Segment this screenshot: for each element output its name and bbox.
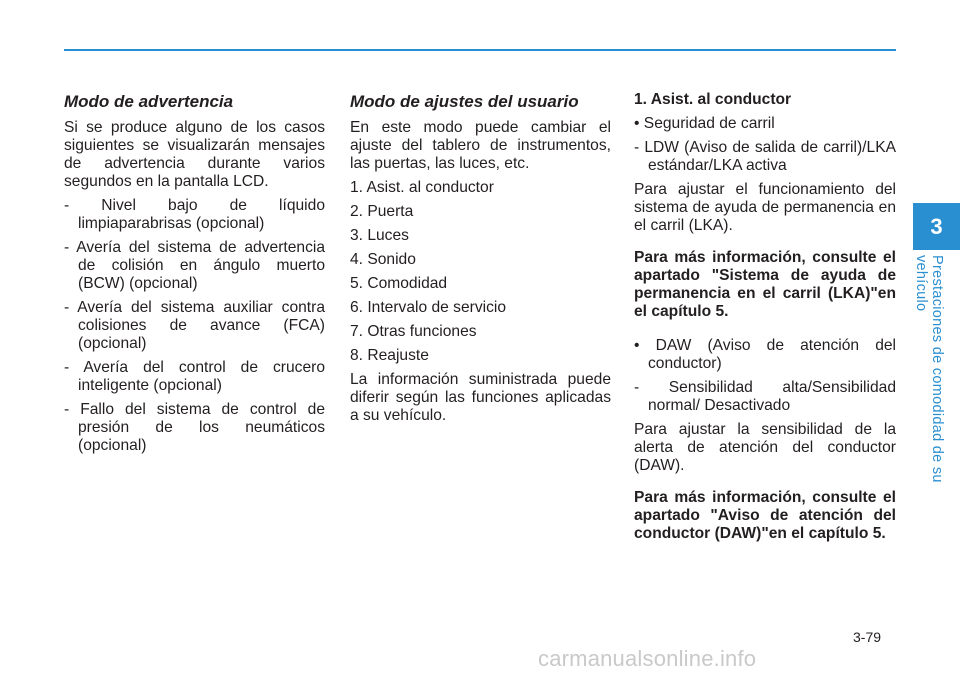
- para-lka: Para ajustar el funcionamiento del sistema de ayuda de permanencia en el carril (LKA).: [634, 181, 896, 234]
- note-daw: Para más información, consulte el apartado "Aviso de atención del conductor (DAW)"en el capítulo 5.: [634, 489, 896, 542]
- warning-item: - Fallo del sistema de control de presión de los neumáticos (opcional): [64, 401, 325, 454]
- settings-intro: En este modo puede cambiar el ajuste del tablero de instrumentos, las puertas, las luces, etc.: [350, 119, 611, 172]
- column-driver-assist: [634, 91, 896, 549]
- settings-item: 3. Luces: [350, 227, 409, 244]
- watermark: carmanualsonline.info: [538, 646, 757, 671]
- dash-ldw-lka: - LDW (Aviso de salida de carril)/LKA estándar/LKA activa: [634, 139, 896, 174]
- settings-item: 1. Asist. al conductor: [350, 179, 494, 196]
- note-lka: Para más información, consulte el apartado "Sistema de ayuda de permanencia en el carril (LKA)"en el capítulo 5.: [634, 249, 896, 320]
- warning-intro: Si se produce alguno de los casos siguientes se visualizarán mensajes de advertencia durante varios segundos en la pantalla LCD.: [64, 119, 325, 190]
- column-warning-mode: [64, 91, 325, 461]
- chapter-tab: 3: [913, 203, 960, 250]
- warning-item: - Nivel bajo de líquido limpiaparabrisas (opcional): [64, 197, 325, 232]
- settings-item: 2. Puerta: [350, 203, 414, 220]
- chapter-title: Prestaciones de comodidad de su vehículo: [913, 255, 945, 483]
- column-user-settings: [350, 91, 611, 431]
- settings-item: 8. Reajuste: [350, 347, 429, 364]
- settings-item: 7. Otras funciones: [350, 323, 477, 340]
- warning-item: - Avería del sistema auxiliar contra colisiones de avance (FCA) (opcional): [64, 299, 325, 352]
- dash-sensitivity: - Sensibilidad alta/Sensibilidad normal/ Desactivado: [634, 379, 896, 414]
- para-daw: Para ajustar la sensibilidad de la alerta de atención del conductor (DAW).: [634, 421, 896, 474]
- warning-item: - Avería del control de crucero inteligente (opcional): [64, 359, 325, 394]
- settings-outro: La información suministrada puede diferir según las funciones aplicadas a su vehículo.: [350, 371, 611, 424]
- warning-item: - Avería del sistema de advertencia de colisión en ángulo muerto (BCW) (opcional): [64, 239, 325, 292]
- header-rule: [64, 49, 896, 51]
- settings-item: 5. Comodidad: [350, 275, 448, 292]
- bullet-daw: • DAW (Aviso de atención del conductor): [634, 337, 896, 372]
- heading-driver-assist: 1. Asist. al conductor: [634, 91, 792, 108]
- bullet-lane-safety: • Seguridad de carril: [634, 115, 775, 132]
- heading-user-settings: Modo de ajustes del usuario: [350, 92, 579, 111]
- settings-item: 4. Sonido: [350, 251, 416, 268]
- heading-warning-mode: Modo de advertencia: [64, 92, 234, 111]
- page-number: 3-79: [853, 629, 882, 645]
- settings-item: 6. Intervalo de servicio: [350, 299, 507, 316]
